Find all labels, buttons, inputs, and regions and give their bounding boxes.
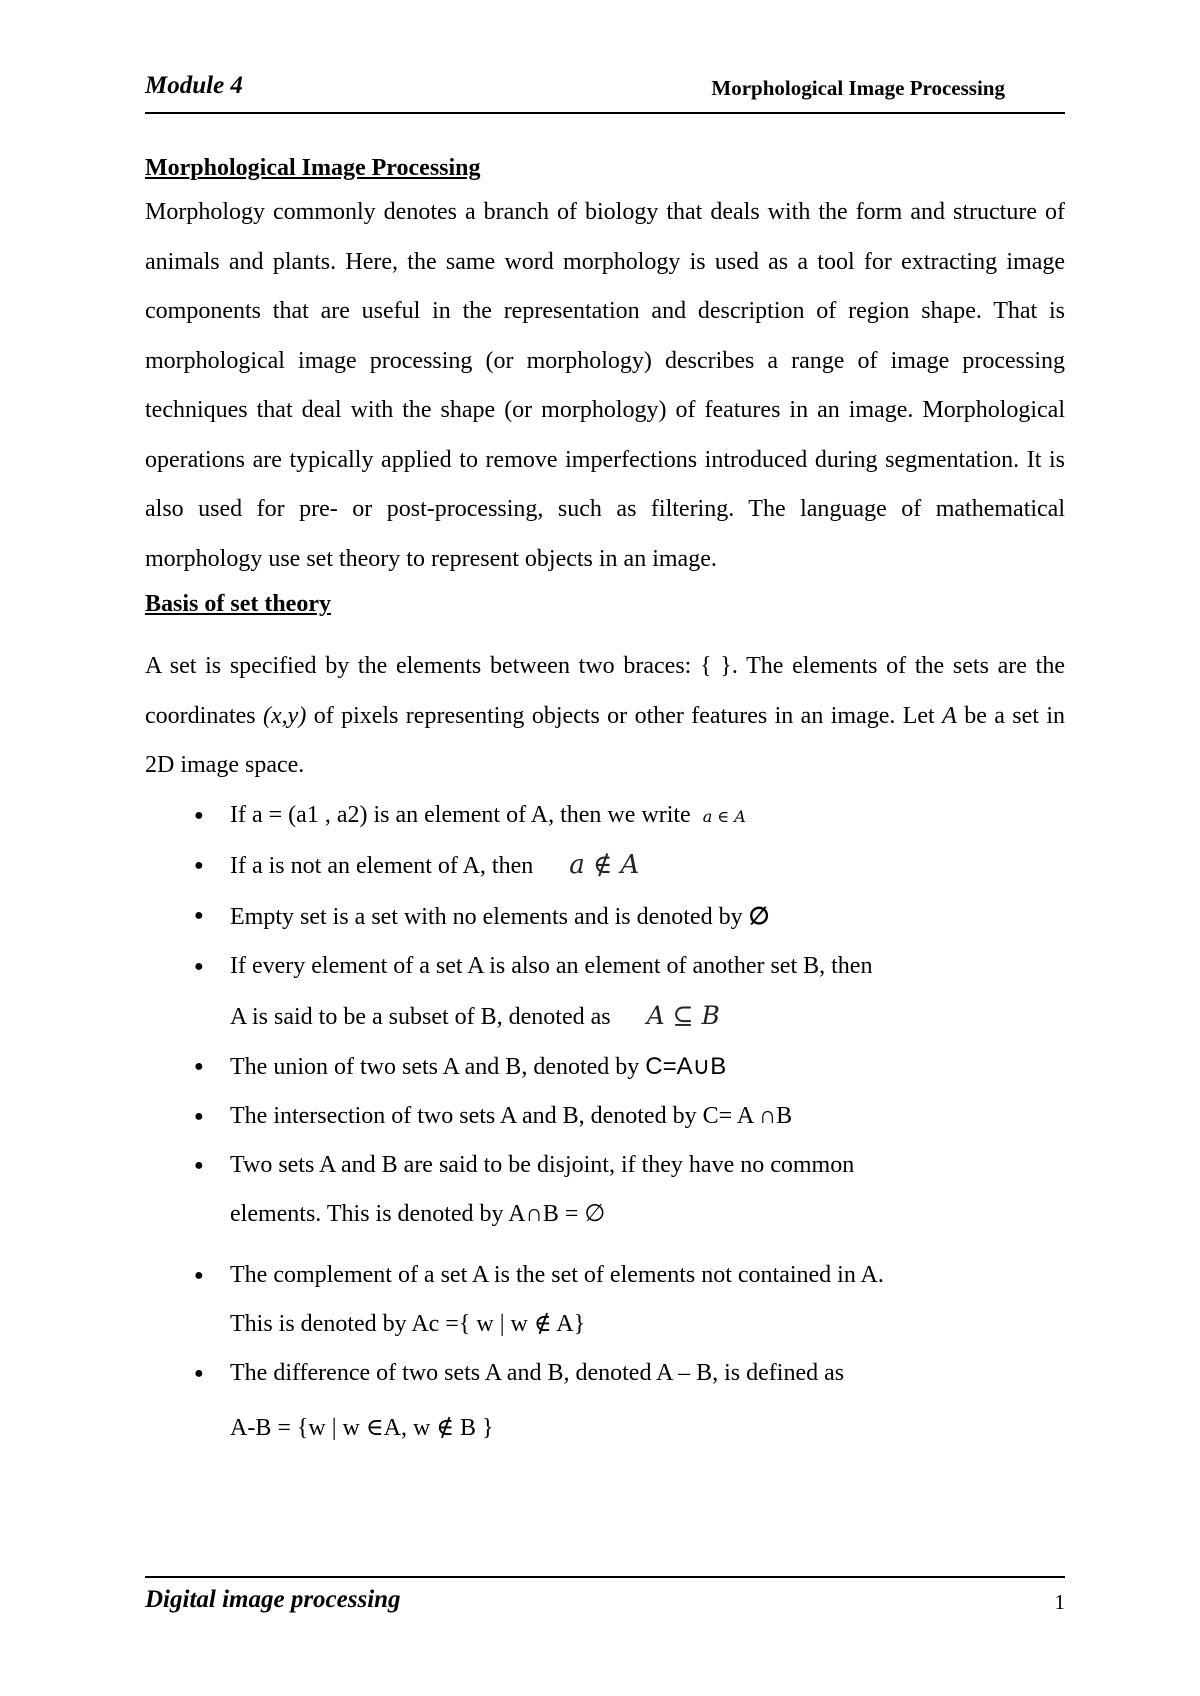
empty-set-symbol: ∅ <box>748 900 770 930</box>
bullet-icon: ● <box>194 1364 204 1382</box>
page-number: 1 <box>1054 1590 1065 1614</box>
union-formula: C=A∪B <box>645 1052 727 1080</box>
intro-text-2: of pixels representing objects or other features in an image. Let <box>306 702 943 729</box>
list-item <box>145 1042 1065 1092</box>
section-heading-set-theory: Basis of set theory <box>145 591 331 617</box>
bullet-text: Two sets A and B are said to be disjoint, if they have no common <box>230 1151 855 1178</box>
list-item <box>145 1349 1065 1453</box>
bullet-text-continued: elements. This is denoted by A∩B = ∅ <box>230 1200 606 1227</box>
bullet-icon: ● <box>194 1057 204 1075</box>
bullet-text: If a = (a1 , a2) is an element of A, then we write <box>230 801 691 828</box>
intersection-formula: A ∩B <box>736 1102 793 1129</box>
bullet-icon: ● <box>194 1156 204 1174</box>
set-theory-intro <box>145 642 1065 791</box>
bullet-text-continued: This is denoted by Ac ={ w | w ∉ A} <box>230 1310 586 1337</box>
bullet-icon: ● <box>194 1107 204 1125</box>
subset-symbol: A ⊆ B <box>646 1000 720 1030</box>
morphology-paragraph: Morphology commonly denotes a branch of biology that deals with the form and structure of animals and plants. Here, the same word morphology is used as a tool for extracting image components that are useful in the representation and description of region shape. That is morphological image processing (or morphology) describes a range of image processing techniques that deal with the shape (or morphology) of features in an image. Morphological operations are typically applied to remove imperfections introduced during segmentation. It is also used for pre- or post-processing, such as filtering. The language of mathematical morphology use set theory to represent objects in an image. <box>145 199 1065 572</box>
course-title: Digital image processing <box>145 1586 401 1613</box>
intro-text-3: be a set in 2D image space. <box>145 702 1065 778</box>
bullet-icon: ● <box>194 856 204 874</box>
set-theory-list <box>145 791 1065 1453</box>
bullet-icon: ● <box>194 906 204 924</box>
bullet-text: The difference of two sets A and B, denoted A – B, is defined as <box>230 1359 845 1386</box>
list-item <box>145 1251 1065 1349</box>
bullet-text: If every element of a set A is also an element of another set B, then <box>230 952 873 979</box>
bullet-text: The intersection of two sets A and B, denoted by C= <box>230 1102 733 1129</box>
page-footer <box>145 1576 1065 1618</box>
list-item <box>145 1141 1065 1239</box>
page-content <box>145 148 1065 1453</box>
bullet-icon: ● <box>194 957 204 975</box>
intro-set-a: A <box>942 702 957 729</box>
list-item <box>145 891 1065 942</box>
page-header <box>145 72 1065 114</box>
bullet-text: Empty set is a set with no elements and is denoted by <box>230 903 743 930</box>
list-item <box>145 791 1065 841</box>
bullet-text: If a is not an element of A, then <box>230 852 534 879</box>
bullet-icon: ● <box>194 806 204 824</box>
module-label: Module 4 <box>145 72 243 99</box>
section-heading-morphology: Morphological Image Processing <box>145 155 481 181</box>
bullet-icon: ● <box>194 1266 204 1284</box>
list-item <box>145 841 1065 891</box>
not-element-of-symbol: a ∉ A <box>569 849 640 880</box>
intro-xy: (x,y) <box>263 702 307 729</box>
bullet-text: The union of two sets A and B, denoted by <box>230 1053 640 1080</box>
list-item <box>145 942 1065 1042</box>
element-of-symbol: a ∈ A <box>702 806 746 826</box>
list-item <box>145 1092 1065 1141</box>
header-title: Morphological Image Processing <box>711 76 1005 100</box>
bullet-text-continued: A is said to be a subset of B, denoted as <box>230 1003 611 1030</box>
intro-text-1: A set is specified by the elements between two braces: { }. The elements of the sets are the coordinates <box>145 653 1065 729</box>
bullet-text: The complement of a set A is the set of elements not contained in A. <box>230 1261 884 1288</box>
difference-formula: A-B = {w | w ∈A, w ∉ B } <box>230 1414 494 1441</box>
